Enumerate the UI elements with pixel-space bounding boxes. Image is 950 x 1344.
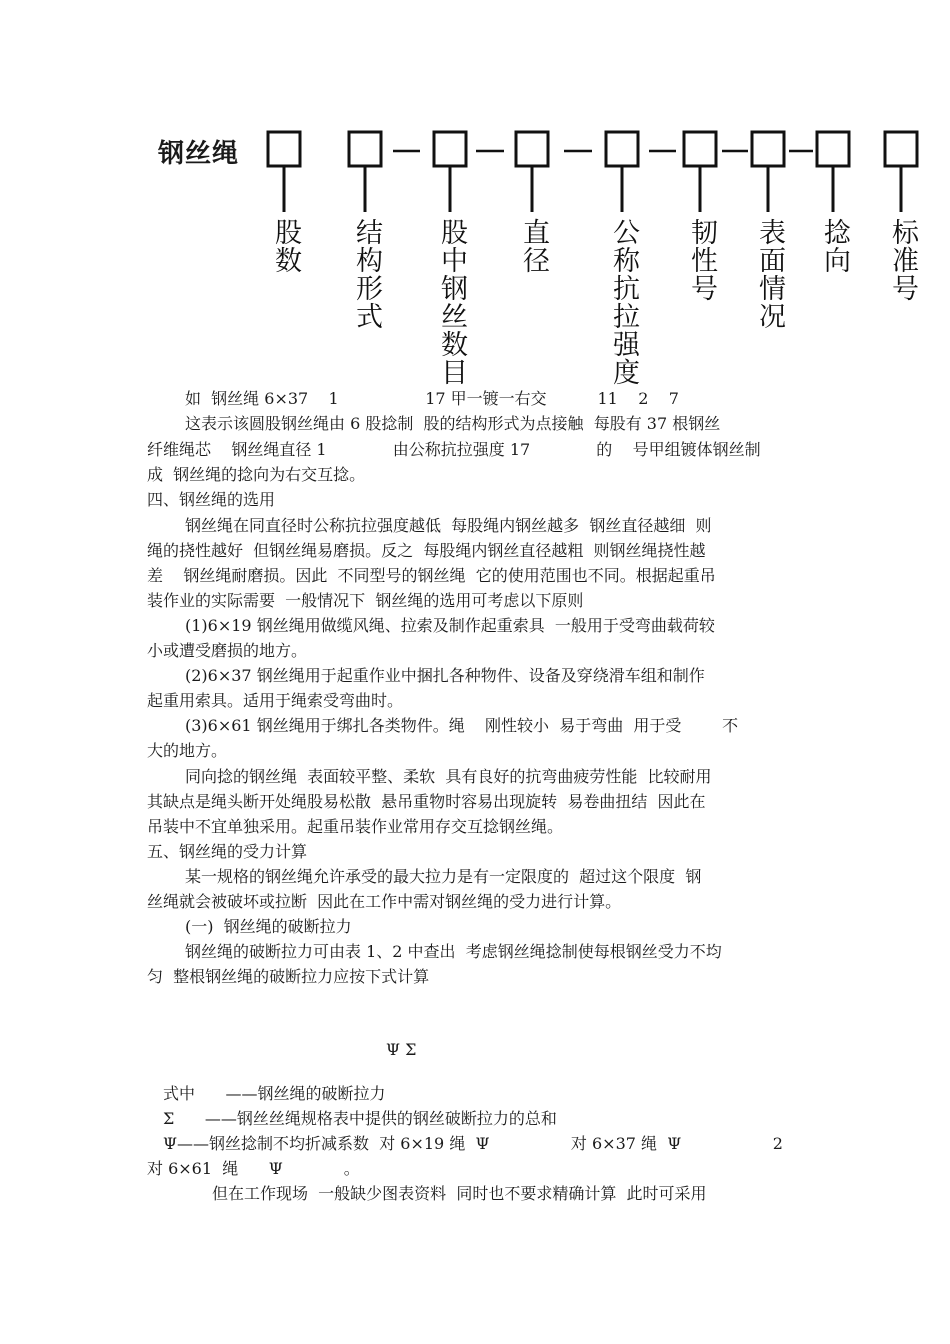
diagram-drawing — [0, 0, 950, 400]
paragraph-line: 其缺点是绳头断开处绳股易松散 悬吊重物时容易出现旋转 易卷曲扭结 因此在 — [147, 792, 706, 811]
paragraph-line: 丝绳就会被破坏或拉断 因此在工作中需对钢丝绳的受力进行计算。 — [147, 892, 622, 911]
definition-line: 式中 ——钢丝绳的破断拉力 — [163, 1084, 386, 1103]
list-item: (2)6×37 钢丝绳用于起重作业中捆扎各种物件、设备及穿绕滑车组和制作 — [185, 666, 705, 685]
label-tensile-strength: 公称抗拉强度 — [608, 218, 639, 386]
paragraph-line: 钢丝绳在同直径时公称抗拉强度越低 每股绳内钢丝越多 钢丝直径越细 则 — [185, 516, 712, 535]
subsection-heading: (一) 钢丝绳的破断拉力 — [185, 917, 352, 936]
definition-line: Σ ——钢丝丝绳规格表中提供的钢丝破断拉力的总和 — [163, 1109, 557, 1128]
label-structure: 结构形式 — [351, 218, 382, 330]
list-item: 小或遭受磨损的地方。 — [147, 641, 308, 660]
formula: Ψ Σ — [386, 1040, 417, 1059]
box-lay — [817, 132, 849, 166]
label-wire-count: 股中钢丝数目 — [436, 218, 467, 386]
box-surface — [752, 132, 784, 166]
paragraph-line: 但在工作现场 一般缺少图表资料 同时也不要求精确计算 此时可采用 — [212, 1184, 707, 1203]
box-tensile — [606, 132, 638, 166]
section-heading: 四、钢丝绳的选用 — [147, 490, 276, 509]
list-item: 大的地方。 — [147, 741, 228, 760]
paragraph-line: 差 钢丝绳耐磨损。因此 不同型号的钢丝绳 它的使用范围也不同。根据起重吊 — [147, 566, 716, 585]
box-structure — [349, 132, 381, 166]
paragraph-line: 同向捻的钢丝绳 表面较平整、柔软 具有良好的抗弯曲疲劳性能 比较耐用 — [185, 767, 712, 786]
label-diameter: 直径 — [518, 218, 549, 274]
paragraph-line: 成 钢丝绳的捻向为右交互捻。 — [147, 465, 366, 484]
label-strands: 股数 — [270, 218, 301, 274]
paragraph-line: 吊装中不宜单独采用。起重吊装作业常用存交互捻钢丝绳。 — [147, 817, 564, 836]
label-lay-direction: 捻向 — [819, 218, 850, 274]
label-toughness: 韧性号 — [686, 218, 717, 302]
box-strands — [268, 132, 300, 166]
paragraph-line: 匀 整根钢丝绳的破断拉力应按下式计算 — [147, 967, 430, 986]
list-item: 起重用索具。适用于绳索受弯曲时。 — [147, 691, 404, 710]
list-item: (3)6×61 钢丝绳用于绑扎各类物件。绳 刚性较小 易于弯曲 用于受 不 — [185, 716, 739, 735]
box-diameter — [516, 132, 548, 166]
list-item: (1)6×19 钢丝绳用做缆风绳、拉索及制作起重索具 一般用于受弯曲载荷较 — [185, 616, 715, 635]
rope-designation-diagram — [0, 0, 950, 400]
paragraph-line: 这表示该圆股钢丝绳由 6 股捻制 股的结构形式为点接触 每股有 37 根钢丝 — [185, 414, 721, 433]
example-line: 如 钢丝绳 6×37 1 17 甲一镀一右交 11 2 7 — [185, 389, 679, 408]
box-toughness — [684, 132, 716, 166]
box-standard — [885, 132, 917, 166]
label-standard: 标准号 — [887, 218, 918, 302]
label-surface: 表面情况 — [754, 218, 785, 330]
box-wire-count — [434, 132, 466, 166]
rope-label: 钢丝绳 — [158, 139, 240, 169]
paragraph-line: 装作业的实际需要 一般情况下 钢丝绳的选用可考虑以下原则 — [147, 591, 584, 610]
paragraph-line: 绳的挠性越好 但钢丝绳易磨损。反之 每股绳内钢丝直径越粗 则钢丝绳挠性越 — [147, 541, 706, 560]
paragraph-line: 纤维绳芯 钢丝绳直径 1 由公称抗拉强度 17 的 号甲组镀体钢丝制 — [147, 440, 761, 459]
definition-line: Ψ——钢丝捻制不均折减系数 对 6×19 绳 Ψ 对 6×37 绳 Ψ 2 — [163, 1134, 783, 1153]
paragraph-line: 某一规格的钢丝绳允许承受的最大拉力是有一定限度的 超过这个限度 钢 — [185, 867, 702, 886]
definition-line: 对 6×61 绳 Ψ 。 — [147, 1159, 360, 1178]
section-heading: 五、钢丝绳的受力计算 — [147, 842, 308, 861]
paragraph-line: 钢丝绳的破断拉力可由表 1、2 中查出 考虑钢丝绳捻制使每根钢丝受力不均 — [185, 942, 722, 961]
